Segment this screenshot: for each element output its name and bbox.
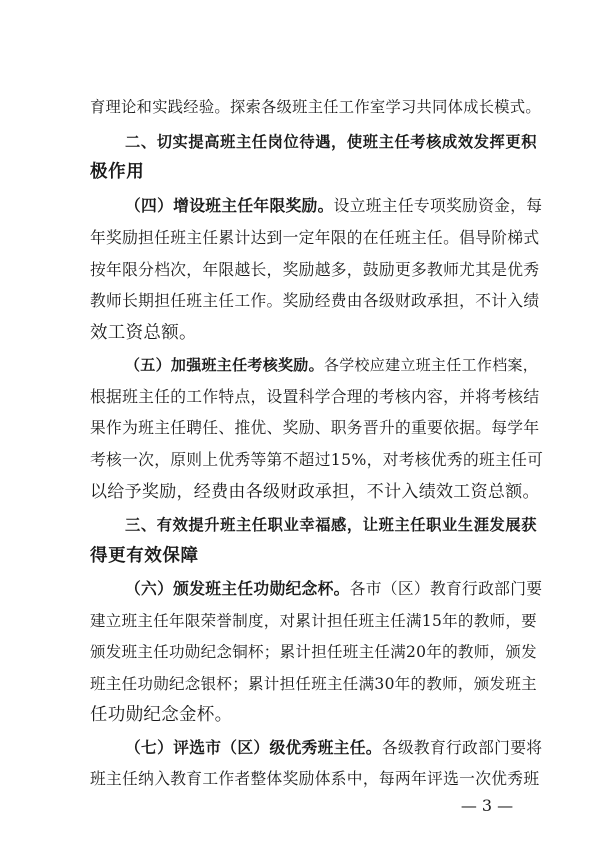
page-number: — 3 — [460,796,514,815]
subsection-title-4: （四）增设班主任年限奖励。 [125,196,334,215]
paragraph-4-first-line [125,195,542,217]
paragraph-7-first-line [125,737,542,759]
paragraph-line: 果作为班主任聘任、推优、奖励、职务晋升的重要依据。每学年 [90,418,540,437]
paragraph-line: 颁发班主任功勋纪念铜杯；累计担任班主任满20年的教师，颁发 [90,643,537,661]
subsection-title-5: （五）加强班主任考核奖励。 [125,356,324,374]
paragraph-line: 育理论和实践经验。探索各级班主任工作室学习共同体成长模式。 [90,98,541,116]
paragraph-6-first-line [125,578,542,600]
section-heading-2: 二、切实提高班主任岗位待遇，使班主任考核成效发挥更积 [125,133,538,151]
paragraph-6-text: 各市（区）教育行政部门要 [349,579,543,598]
paragraph-line: 班主任功勋纪念银杯；累计担任班主任满30年的教师，颁发班主 [90,675,537,693]
paragraph-line: 按年限分档次，年限越长，奖励越多，鼓励更多教师尤其是优秀 [90,260,540,279]
subsection-title-6: （六）颁发班主任功勋纪念杯。 [125,579,350,598]
paragraph-4-text: 设立班主任专项奖励资金，每 [333,196,543,215]
paragraph-line: 任功勋纪念金杯。 [90,705,233,725]
section-heading-3: 三、有效提升班主任职业幸福感，让班主任职业生涯发展获 [125,516,538,534]
paragraph-line: 教师长期担任班主任工作。奖励经费由各级财政承担，不计入绩 [90,291,540,310]
section-heading-3-cont: 得更有效保障 [90,546,199,566]
paragraph-line: 效工资总额。 [90,323,197,343]
paragraph-line: 建立班主任年限荣誉制度，对累计担任班主任满15年的教师，要 [90,612,537,630]
paragraph-7-text: 各级教育行政部门要将 [381,738,543,757]
paragraph-line: 根据班主任的工作特点，设置科学合理的考核内容，并将考核结 [90,387,540,406]
paragraph-line: 班主任纳入教育工作者整体奖励体系中，每两年评选一次优秀班 [90,769,540,788]
paragraph-line: 考核一次，原则上优秀等第不超过15%，对考核优秀的班主任可 [90,450,544,469]
paragraph-5-first-line [125,354,542,376]
section-heading-2-cont: 极作用 [90,162,145,182]
paragraph-line: 年奖励担任班主任累计达到一定年限的在任班主任。倡导阶梯式 [90,228,540,247]
paragraph-line: 以给予奖励，经费由各级财政承担，不计入绩效工资总额。 [90,482,540,502]
subsection-title-7: （七）评选市（区）级优秀班主任。 [125,738,382,757]
paragraph-5-text: 各学校应建立班主任工作档案， [323,356,539,374]
